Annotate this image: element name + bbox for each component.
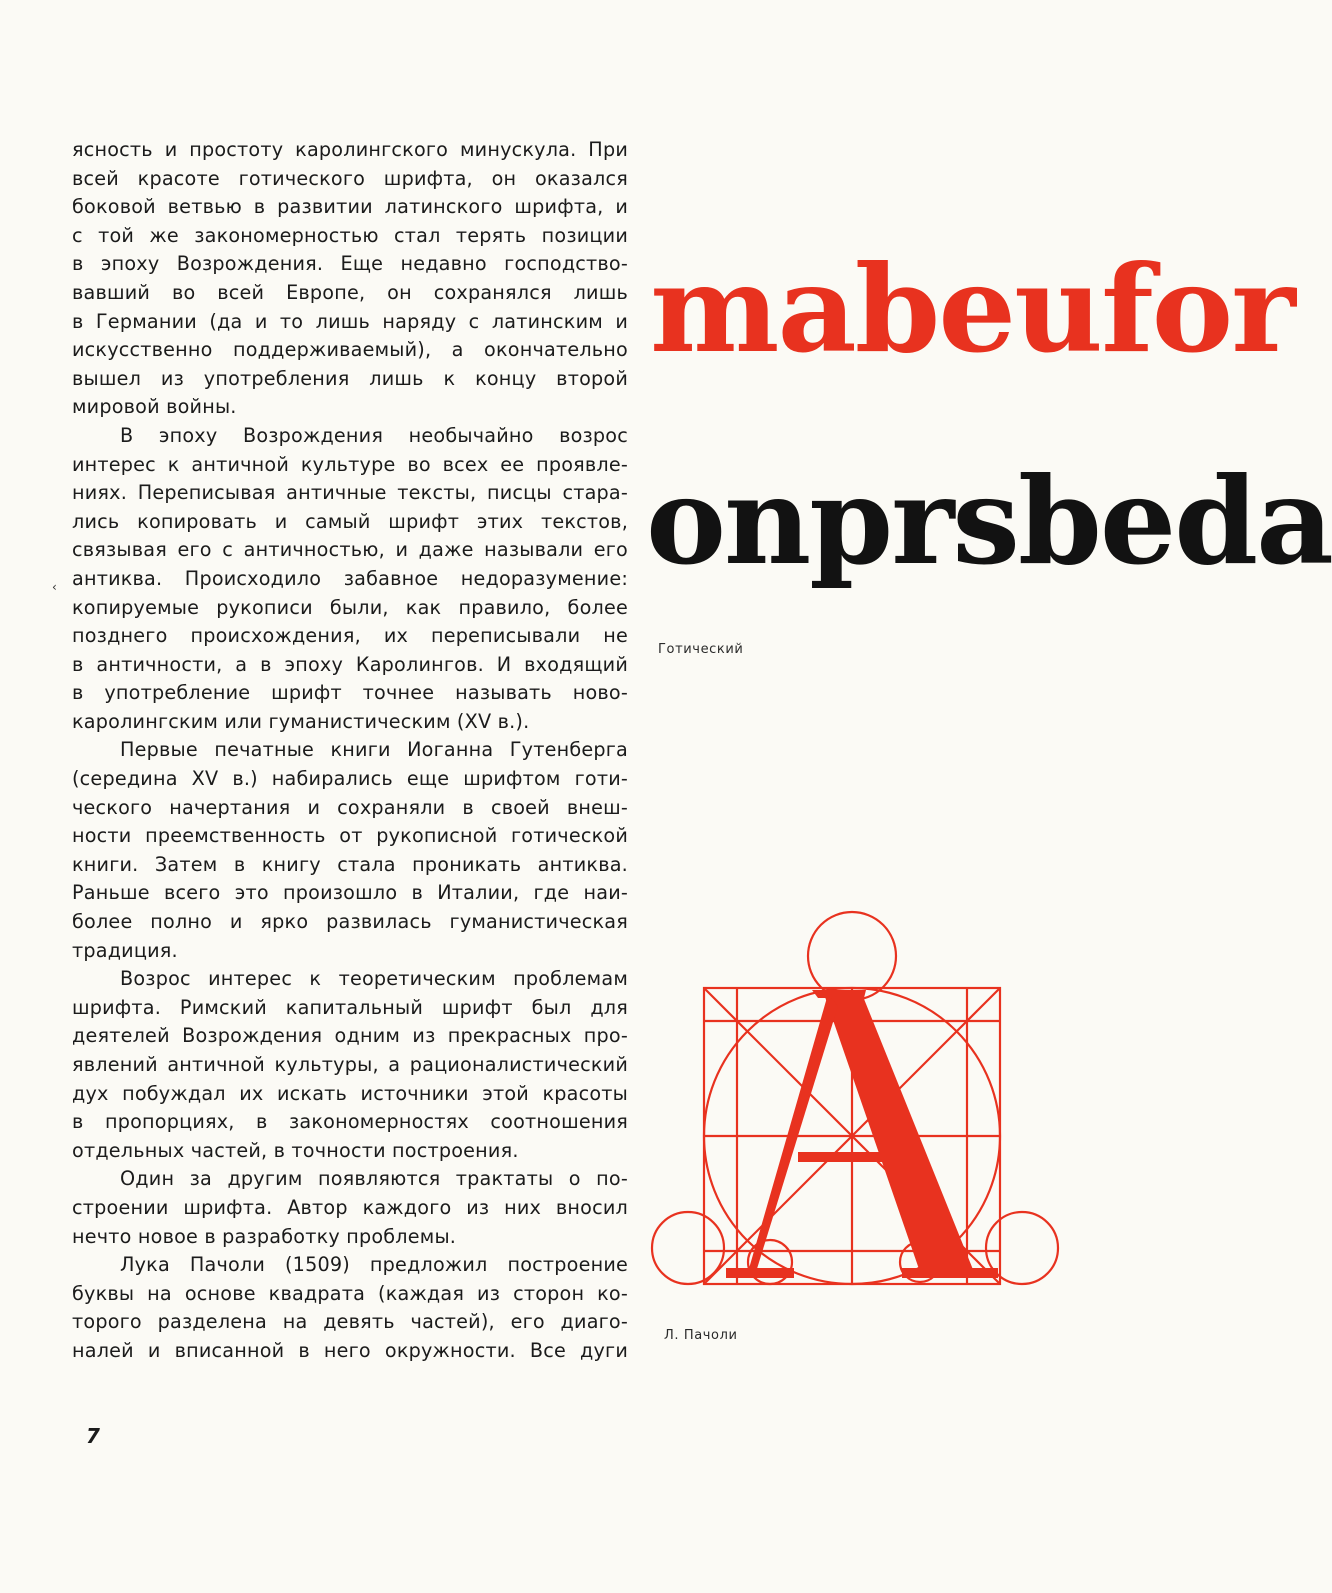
- body-text-line: шрифта. Римский капитальный шрифт был для: [72, 995, 628, 1019]
- body-text-line: всей красоте готического шрифта, он оказался: [72, 166, 628, 190]
- body-text-line: интерес к античной культуре во всех ее проявле-: [72, 452, 628, 476]
- pacioli-letter-construction-figure: [652, 910, 1072, 1290]
- body-text-line: ности преемственность от рукописной готической: [72, 824, 628, 848]
- construction-top-circle: [808, 912, 896, 1000]
- body-text-line: Один за другим появляются трактаты о по-: [120, 1167, 628, 1191]
- body-text-line: книги. Затем в книгу стала проникать антиква.: [72, 852, 628, 876]
- body-text-line: в Германии (да и то лишь наряду с латинским и: [72, 309, 628, 333]
- body-text-line: ческого начертания и сохраняли в своей внеш-: [72, 795, 628, 819]
- body-text-line: боковой ветвью в развитии латинского шрифта, и: [72, 195, 628, 219]
- page-number: 7: [86, 1424, 100, 1448]
- body-text-line: ниях. Переписывая античные тексты, писцы стара-: [72, 481, 628, 505]
- body-text-line: вышел из употребления лишь к концу второй: [72, 366, 628, 390]
- body-text-line: более полно и ярко развилась гуманистическая: [72, 910, 628, 934]
- body-text-line: лись копировать и самый шрифт этих текстов,: [72, 509, 628, 533]
- body-text-line: искусственно поддерживаемый), а окончательно: [72, 338, 628, 362]
- body-text-line: отдельных частей, в точности построения.: [72, 1138, 519, 1162]
- gothic-sample-red-word: mabeufor: [650, 239, 1294, 380]
- body-text-line: каролингским или гуманистическим (XV в.).: [72, 709, 530, 733]
- body-text-line: буквы на основе квадрата (каждая из сторон ко-: [72, 1281, 628, 1305]
- body-text-line: в пропорциях, в закономерностях соотношения: [72, 1110, 628, 1134]
- body-text-line: ясность и простоту каролингского минускула. При: [72, 138, 628, 161]
- body-text-line: в эпоху Возрождения. Еще недавно господство-: [72, 252, 628, 276]
- body-text-line: Возрос интерес к теоретическим проблемам: [120, 967, 628, 991]
- body-text-line: явлений античной культуры, а рационалистический: [72, 1053, 628, 1076]
- body-text-line: Раньше всего это произошло в Италии, где наи-: [72, 881, 628, 905]
- body-text-line: связывая его с античностью, и даже называли его: [72, 538, 628, 562]
- body-text-line: в употребление шрифт точнее называть ново-: [72, 681, 628, 705]
- body-text-line: позднего происхождения, их переписывали не: [72, 624, 628, 648]
- pacioli-caption: Л. Пачоли: [664, 1328, 738, 1343]
- gothic-caption: Готический: [658, 642, 744, 657]
- margin-mark: ‹: [52, 580, 57, 594]
- body-text-line: деятелей Возрождения одним из прекрасных про-: [72, 1024, 628, 1048]
- body-text-line: антиква. Происходило забавное недоразумение:: [72, 566, 628, 590]
- body-text-line: торого разделена на девять частей), его диаго-: [72, 1310, 628, 1334]
- body-text-line: с той же закономерностью стал терять позиции: [72, 223, 628, 247]
- body-text-line: копируемые рукописи были, как правило, более: [72, 595, 628, 619]
- body-text-line: Лука Пачоли (1509) предложил построение: [120, 1253, 628, 1277]
- body-text-line: вавший во всей Европе, он сохранялся лишь: [72, 280, 628, 304]
- body-text-line: строении шрифта. Автор каждого из них вносил: [72, 1195, 628, 1219]
- body-text-line: налей и вписанной в него окружности. Все дуги: [72, 1338, 628, 1362]
- body-text-line: нечто новое в разработку проблемы.: [72, 1224, 457, 1248]
- body-text-line: дух побуждал их искать источники этой красоты: [72, 1081, 628, 1105]
- body-text-line: В эпоху Возрождения необычайно возрос: [120, 423, 628, 447]
- body-text-column: [72, 136, 628, 1366]
- body-text-line: (середина XV в.) набирались еще шрифтом готи-: [72, 767, 628, 791]
- body-text-line: Первые печатные книги Иоганна Гутенберга: [120, 738, 628, 762]
- body-text-line: мировой войны.: [72, 395, 237, 419]
- body-text-line: традиция.: [72, 938, 178, 962]
- gothic-sample-black-word: onprsbeda: [646, 451, 1332, 592]
- body-text-line: в античности, а в эпоху Каролингов. И входящий: [72, 652, 628, 676]
- construction-bottom-left-circle: [652, 1212, 724, 1284]
